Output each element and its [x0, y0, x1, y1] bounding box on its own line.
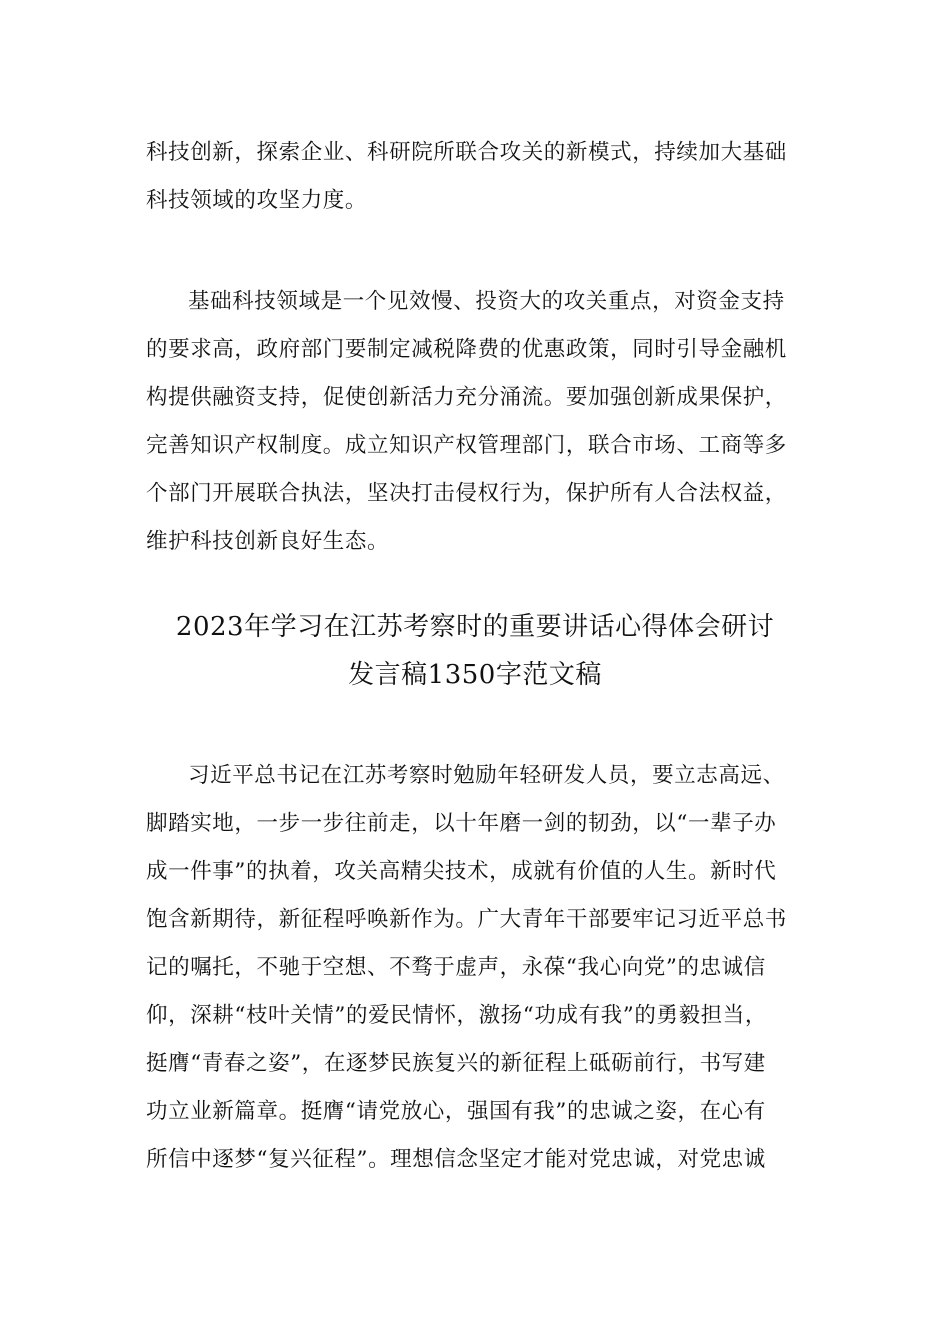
paragraph-line: 脚踏实地，一步一步往前走，以十年磨一剑的韧劲，以“一辈子办: [146, 811, 777, 836]
paragraph-line: 科技领域的攻坚力度。: [146, 188, 368, 213]
paragraph-line: 维护科技创新良好生态。: [146, 529, 390, 554]
paragraph-line: 习近平总书记在江苏考察时勉励年轻研发人员，要立志高远、: [188, 763, 785, 788]
paragraph-line: 所信中逐梦“复兴征程”。理想信念坚定才能对党忠诚，对党忠诚: [146, 1147, 766, 1172]
paragraph-line: 个部门开展联合执法，坚决打击侵权行为，保护所有人合法权益，: [146, 481, 787, 506]
paragraph-line: 的要求高，政府部门要制定减税降费的优惠政策，同时引导金融机: [146, 337, 787, 362]
title-line: 发言稿1350字范文稿: [348, 660, 602, 690]
paragraph-line: 成一件事”的执着，攻关高精尖技术，成就有价值的人生。新时代: [146, 859, 777, 884]
paragraph-line: 饱含新期待，新征程呼唤新作为。广大青年干部要牢记习近平总书: [146, 907, 787, 932]
paragraph-line: 构提供融资支持，促使创新活力充分涌流。要加强创新成果保护，: [146, 385, 787, 410]
title-line: 2023年学习在江苏考察时的重要讲话心得体会研讨: [175, 612, 775, 642]
paragraph-line: 记的嘱托，不驰于空想、不骛于虚声，永葆“我心向党”的忠诚信: [146, 955, 766, 980]
paragraph-line: 挺膺“青春之姿”，在逐梦民族复兴的新征程上砥砺前行，书写建: [146, 1051, 766, 1076]
paragraph-line: 基础科技领域是一个见效慢、投资大的攻关重点，对资金支持: [188, 289, 785, 314]
paragraph-line: 完善知识产权制度。成立知识产权管理部门，联合市场、工商等多: [146, 433, 787, 458]
paragraph-line: 仰，深耕“枝叶关情”的爱民情怀，激扬“功成有我”的勇毅担当，: [146, 1003, 767, 1028]
paragraph-line: 功立业新篇章。挺膺“请党放心，强国有我”的忠诚之姿，在心有: [146, 1099, 766, 1124]
paragraph-line: 科技创新，探索企业、科研院所联合攻关的新模式，持续加大基础: [146, 140, 787, 165]
